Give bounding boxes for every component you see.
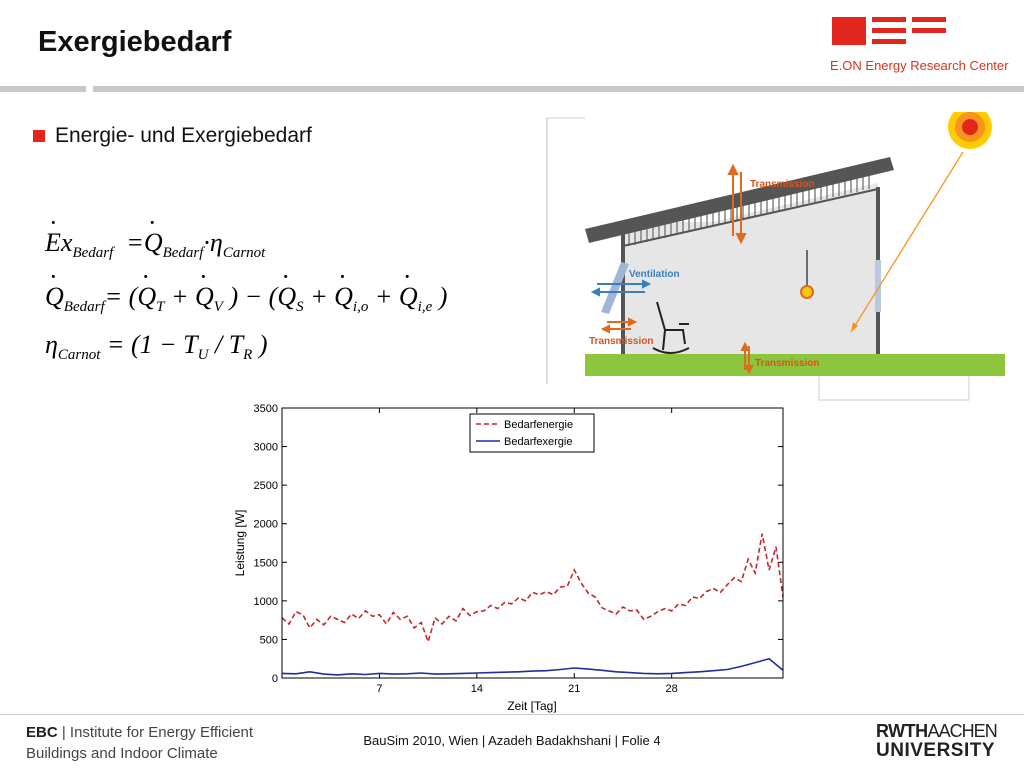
- building-illustration: [545, 112, 1015, 402]
- bullet-marker: [33, 130, 45, 142]
- x-tick-label: 7: [376, 683, 383, 695]
- ebc-line1: Institute for Energy Efficient: [69, 724, 254, 741]
- power-chart: [232, 398, 792, 716]
- y-tick-label: 2000: [253, 518, 278, 531]
- label-transmission-roof: Transmission: [750, 179, 815, 190]
- y-axis-label: Leistung [W]: [233, 509, 247, 577]
- x-tick-label: 21: [568, 683, 581, 695]
- slide-title: Exergiebedarf: [38, 26, 232, 58]
- y-tick-label: 500: [259, 634, 278, 647]
- rwth-word: RWTH: [876, 721, 928, 741]
- formula-heat-demand: · $Q_{Bedarf}=$ (· $Q_T$ + · $Q_V$ ) − (· $Q_S$ + · $Q_{i,o}$ + · $Q_{i,e}$ ): [45, 282, 447, 316]
- ebc-institute-text: EBC | Institute for Energy Efficient Buildings and Indoor Climate: [26, 724, 254, 762]
- y-tick-label: 3000: [253, 441, 278, 454]
- ebc-line2: Buildings and Indoor Climate: [26, 745, 218, 762]
- x-axis-label: Zeit [Tag]: [507, 699, 557, 713]
- y-tick-label: 2500: [253, 480, 278, 493]
- formula-exergy-demand: · $Ex_{Bedarf} =\cdot Q_{Bedarf}\cdot\eta_{Carnot}$: [45, 228, 265, 262]
- ebc-abbrev: EBC: [26, 724, 58, 741]
- aachen-word: AACHEN: [927, 721, 997, 741]
- label-ventilation: Ventilation: [629, 269, 680, 280]
- y-tick-label: 0: [271, 673, 278, 685]
- legend: [470, 414, 594, 452]
- eon-research-center-text: E.ON Energy Research Center: [830, 58, 1009, 73]
- y-tick-label: 1500: [253, 557, 278, 570]
- formula-carnot: $\eta_{Carnot} = (1 - T_U / T_R$ ): [45, 330, 268, 364]
- y-tick-label: 1000: [253, 595, 278, 608]
- footer-text: BauSim 2010, Wien | Azadeh Badakhshani | Folie 4: [363, 733, 661, 748]
- legend-label-energy: Bedarfenergie: [504, 419, 574, 431]
- legend-label-exergy: Bedarfexergie: [504, 436, 573, 448]
- label-transmission-ground: Transmission: [755, 358, 820, 369]
- rwth-logo: [876, 722, 997, 760]
- x-tick-label: 28: [665, 683, 678, 695]
- x-tick-label: 14: [470, 683, 483, 695]
- university-word: UNIVERSITY: [876, 740, 996, 761]
- footer-divider: [0, 714, 1024, 715]
- label-transmission-wall: Transmission: [589, 336, 654, 347]
- y-tick-label: 3500: [253, 403, 278, 415]
- header-divider: [0, 86, 1024, 92]
- bullet-text: Energie- und Exergiebedarf: [55, 124, 312, 147]
